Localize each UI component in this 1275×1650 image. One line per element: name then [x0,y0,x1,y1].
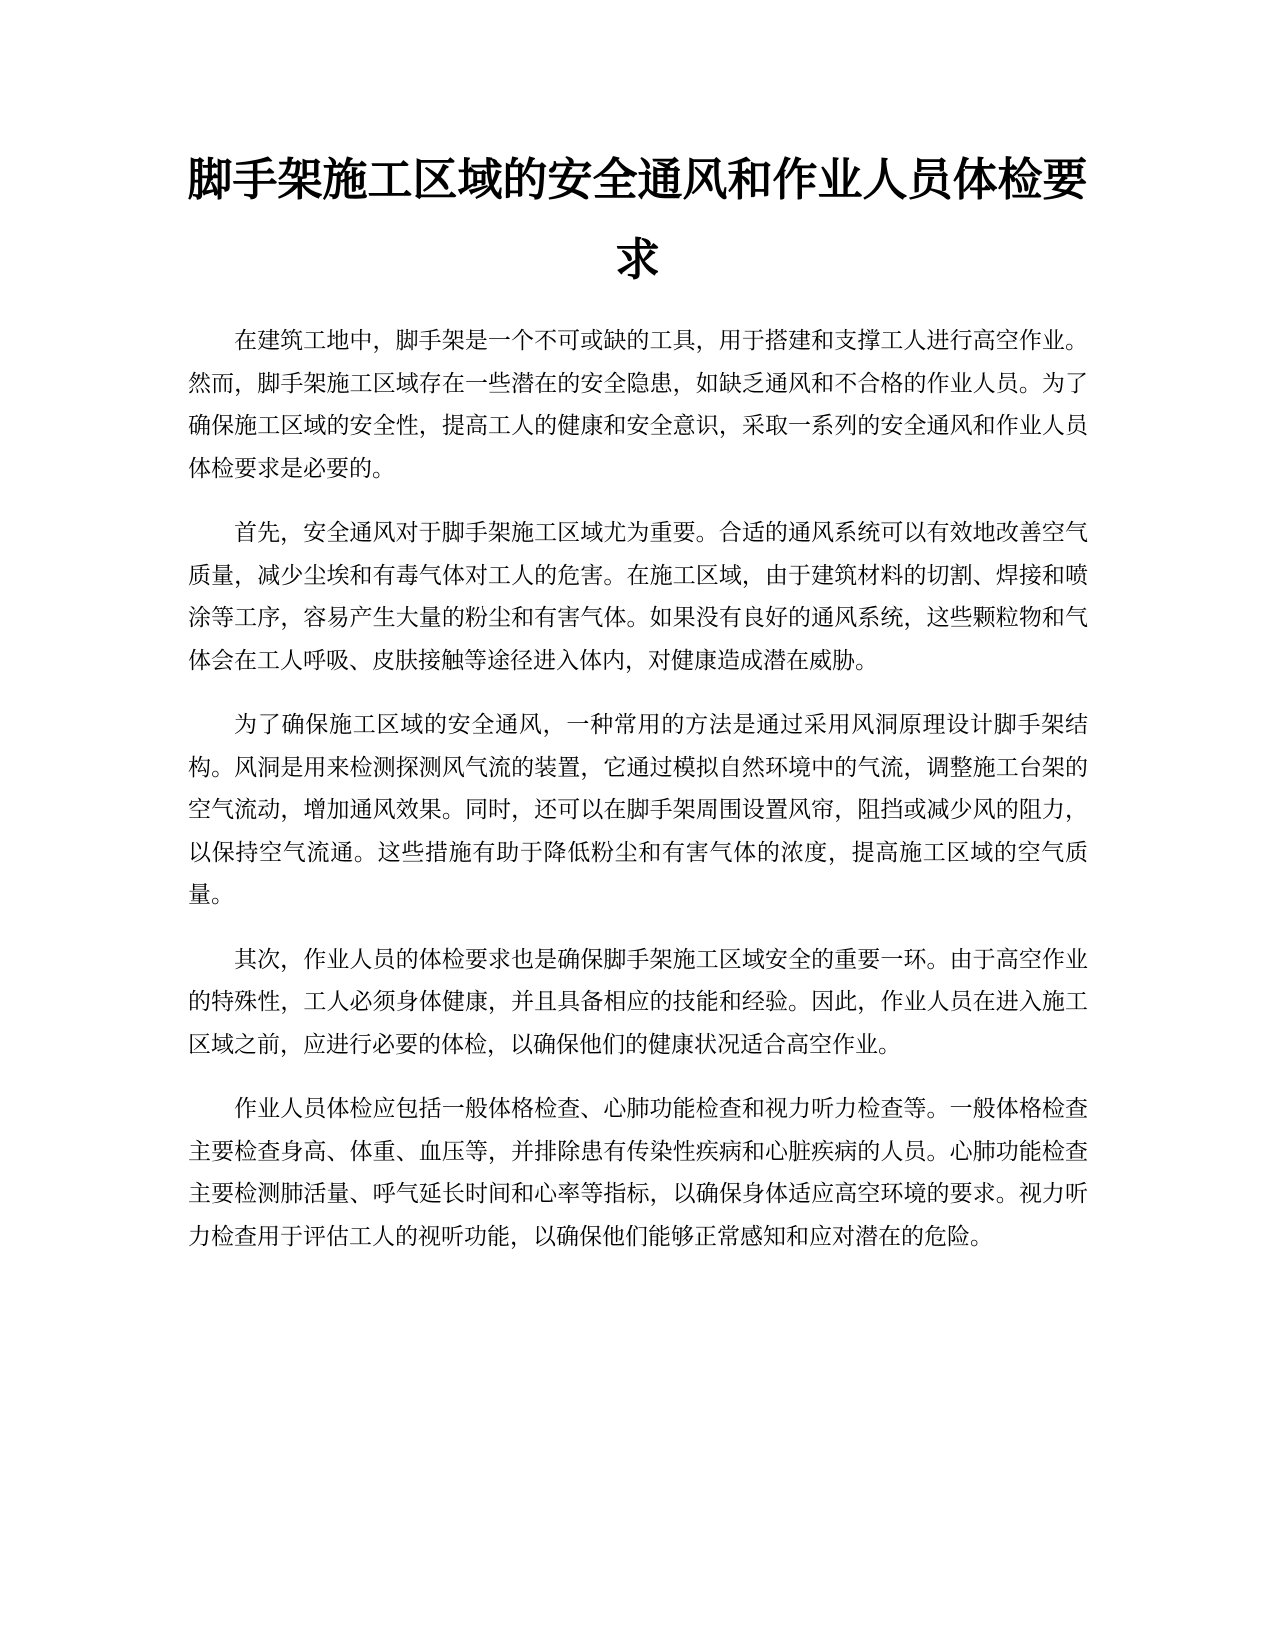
paragraph-ventilation-methods: 为了确保施工区域的安全通风，一种常用的方法是通过采用风洞原理设计脚手架结构。风洞是用来检测探测风气流的装置，它通过模拟自然环境中的气流，调整施工台架的空气流动，增加通风效果。同时，还可以在脚手架周围设置风帘，阻挡或减少风的阻力，以保持空气流通。这些措施有助于降低粉尘和有害气体的浓度，提高施工区域的空气质量。 [188,712,1088,908]
document-body [188,320,1088,1280]
paragraph-health-check-items: 作业人员体检应包括一般体格检查、心肺功能检查和视力听力检查等。一般体格检查主要检查身高、体重、血压等，并排除患有传染性疾病和心脏疾病的人员。心肺功能检查主要检测肺活量、呼气延长时间和心率等指标，以确保身体适应高空环境的要求。视力听力检查用于评估工人的视听功能，以确保他们能够正常感知和应对潜在的危险。 [188,1096,1088,1250]
document-title: 脚手架施工区域的安全通风和作业人员体检要求 [187,153,1088,286]
paragraph-ventilation-importance: 首先，安全通风对于脚手架施工区域尤为重要。合适的通风系统可以有效地改善空气质量，减少尘埃和有毒气体对工人的危害。在施工区域，由于建筑材料的切割、焊接和喷涂等工序，容易产生大量的粉尘和有害气体。如果没有良好的通风系统，这些颗粒物和气体会在工人呼吸、皮肤接触等途径进入体内，对健康造成潜在威胁。 [188,520,1088,674]
paragraph-health-check-requirement: 其次，作业人员的体检要求也是确保脚手架施工区域安全的重要一环。由于高空作业的特殊性，工人必须身体健康，并且具备相应的技能和经验。因此，作业人员在进入施工区域之前，应进行必要的体检，以确保他们的健康状况适合高空作业。 [188,946,1088,1058]
paragraph-intro: 在建筑工地中，脚手架是一个不可或缺的工具，用于搭建和支撑工人进行高空作业。然而，脚手架施工区域存在一些潜在的安全隐患，如缺乏通风和不合格的作业人员。为了确保施工区域的安全性，提高工人的健康和安全意识，采取一系列的安全通风和作业人员体检要求是必要的。 [188,328,1088,482]
